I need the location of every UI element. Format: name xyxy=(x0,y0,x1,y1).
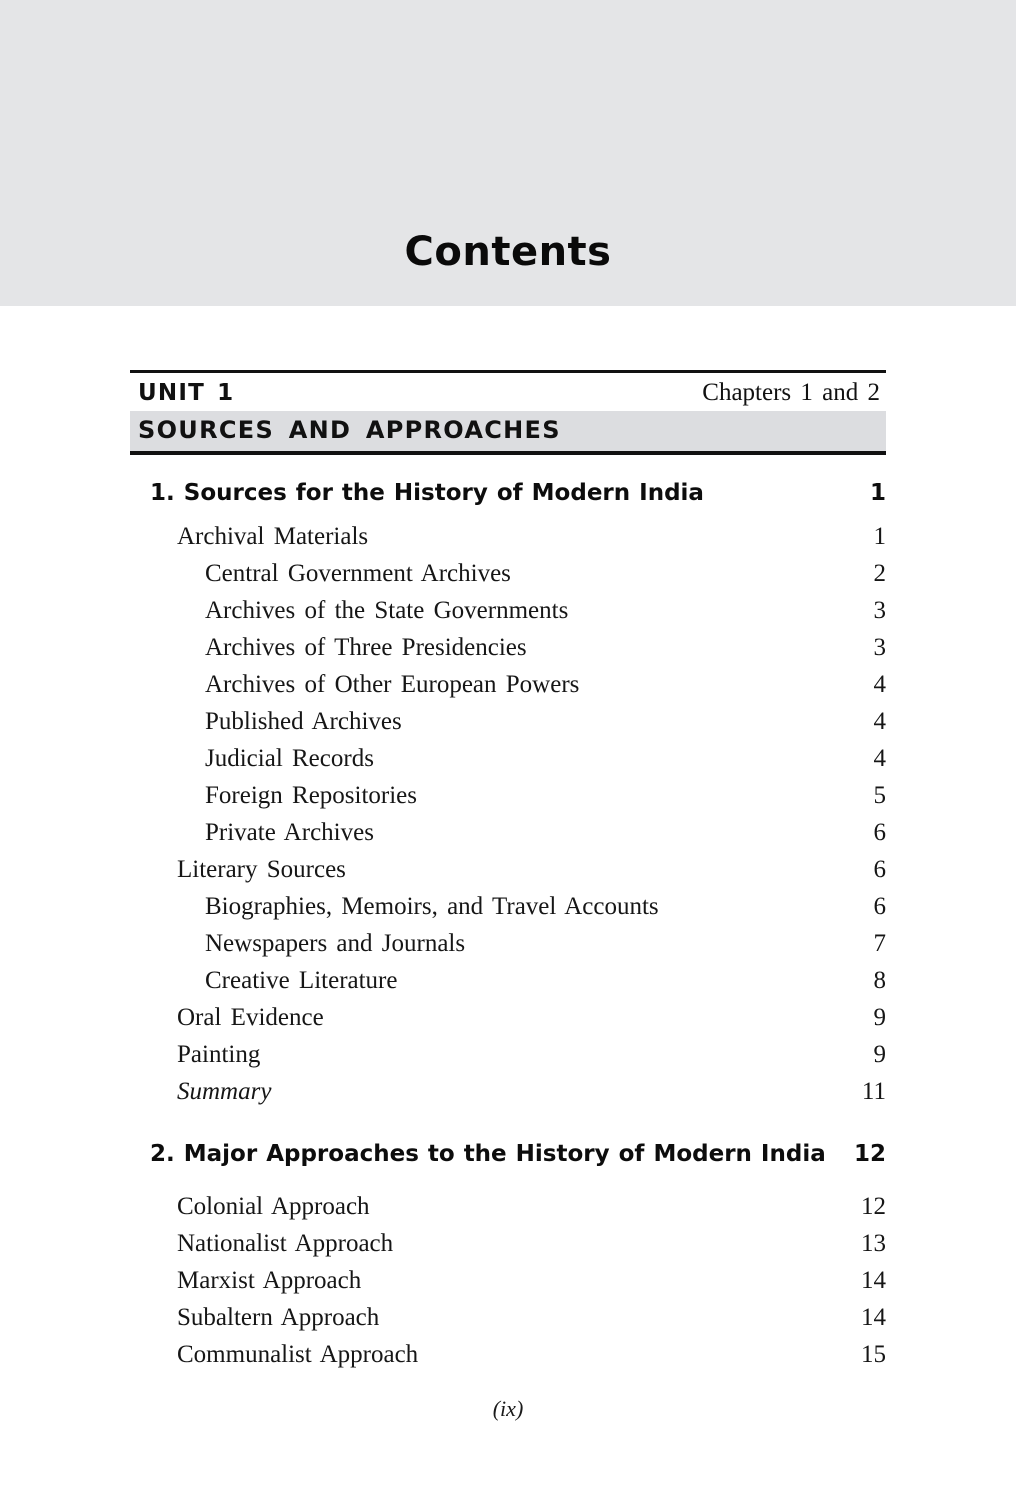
toc-row[interactable] xyxy=(130,820,886,857)
toc-entry-label: Nationalist Approach xyxy=(177,1229,394,1257)
toc-entry-label: Published Archives xyxy=(205,708,402,736)
toc-entry-page-number: 5 xyxy=(873,782,886,810)
toc-entry-list xyxy=(130,477,886,1379)
toc-entry-page-number: 2 xyxy=(873,560,886,588)
toc-row[interactable] xyxy=(130,1231,886,1268)
toc-row[interactable] xyxy=(130,1342,886,1379)
toc-row[interactable] xyxy=(130,931,886,968)
toc-entry-page-number: 6 xyxy=(873,856,886,884)
toc-row[interactable] xyxy=(130,1194,886,1231)
toc-row[interactable] xyxy=(130,968,886,1005)
toc-entry-label: Judicial Records xyxy=(205,745,374,773)
unit-title: SOURCES AND APPROACHES xyxy=(138,416,561,444)
toc-entry-label: Newspapers and Journals xyxy=(205,930,466,958)
toc-row[interactable] xyxy=(130,1305,886,1342)
toc-entry-page-number: 13 xyxy=(861,1229,886,1257)
toc-row[interactable] xyxy=(130,746,886,783)
page-title: Contents xyxy=(404,229,612,275)
toc-row[interactable] xyxy=(130,1138,886,1171)
toc-entry-label: Archives of Other European Powers xyxy=(205,671,580,699)
toc-row[interactable] xyxy=(130,598,886,635)
toc-entry-label: Subaltern Approach xyxy=(177,1303,380,1331)
unit-label: UNIT 1 xyxy=(138,380,235,406)
toc-entry-page-number: 3 xyxy=(873,597,886,625)
toc-row[interactable] xyxy=(130,894,886,931)
toc-entry-label: Private Archives xyxy=(205,819,374,847)
toc-entry-page-number: 3 xyxy=(873,634,886,662)
toc-page xyxy=(130,370,886,1379)
toc-row[interactable] xyxy=(130,635,886,672)
toc-entry-label: Painting xyxy=(177,1041,261,1069)
page-folio: (ix) xyxy=(492,1396,524,1421)
toc-entry-label: Foreign Repositories xyxy=(205,782,418,810)
toc-entry-page-number: 8 xyxy=(873,967,886,995)
toc-entry-label: Archival Materials xyxy=(177,523,369,551)
toc-entry-page-number: 9 xyxy=(873,1041,886,1069)
toc-row[interactable] xyxy=(130,672,886,709)
toc-entry-page-number: 4 xyxy=(873,745,886,773)
toc-entry-label: Marxist Approach xyxy=(177,1266,362,1294)
toc-entry-page-number: 15 xyxy=(861,1340,886,1368)
toc-entry-label: Colonial Approach xyxy=(177,1192,370,1220)
toc-entry-label: Central Government Archives xyxy=(205,560,511,588)
unit-bottom-rule xyxy=(130,451,886,455)
toc-row[interactable] xyxy=(130,1268,886,1305)
unit-header xyxy=(130,373,886,411)
toc-entry-page-number: 1 xyxy=(869,480,886,506)
toc-row[interactable] xyxy=(130,524,886,561)
toc-row[interactable] xyxy=(130,1042,886,1079)
toc-entry-page-number: 6 xyxy=(873,819,886,847)
toc-entry-label: Creative Literature xyxy=(205,967,398,995)
toc-entry-page-number: 14 xyxy=(861,1303,886,1331)
toc-entry-label: 2. Major Approaches to the History of Modern India xyxy=(150,1141,826,1168)
toc-entry-page-number: 4 xyxy=(873,671,886,699)
toc-entry-label: Summary xyxy=(177,1078,272,1106)
toc-entry-page-number: 6 xyxy=(873,893,886,921)
toc-entry-label: Biographies, Memoirs, and Travel Accounts xyxy=(205,893,659,921)
toc-entry-page-number: 4 xyxy=(873,708,886,736)
toc-entry-page-number: 1 xyxy=(873,523,886,551)
toc-entry-label: Archives of Three Presidencies xyxy=(205,634,527,662)
toc-entry-label: Oral Evidence xyxy=(177,1004,324,1032)
toc-row[interactable] xyxy=(130,857,886,894)
toc-entry-page-number: 7 xyxy=(873,930,886,958)
toc-row[interactable] xyxy=(130,1005,886,1042)
toc-row[interactable] xyxy=(130,477,886,510)
toc-row[interactable] xyxy=(130,709,886,746)
toc-row[interactable] xyxy=(130,561,886,598)
toc-entry-label: 1. Sources for the History of Modern India xyxy=(150,480,704,506)
toc-entry-label: Archives of the State Governments xyxy=(205,597,569,625)
toc-row[interactable] xyxy=(130,1079,886,1116)
toc-entry-label: Communalist Approach xyxy=(177,1340,419,1368)
toc-entry-page-number: 9 xyxy=(873,1004,886,1032)
toc-entry-page-number: 12 xyxy=(853,1141,886,1168)
unit-title-band xyxy=(130,411,886,451)
toc-row[interactable] xyxy=(130,783,886,820)
toc-entry-page-number: 14 xyxy=(861,1266,886,1294)
masthead-band xyxy=(0,0,1016,306)
toc-entry-page-number: 12 xyxy=(861,1192,886,1220)
toc-entry-page-number: 11 xyxy=(861,1078,886,1106)
unit-chapters-range: Chapters 1 and 2 xyxy=(702,379,880,406)
toc-entry-label: Literary Sources xyxy=(177,856,346,884)
